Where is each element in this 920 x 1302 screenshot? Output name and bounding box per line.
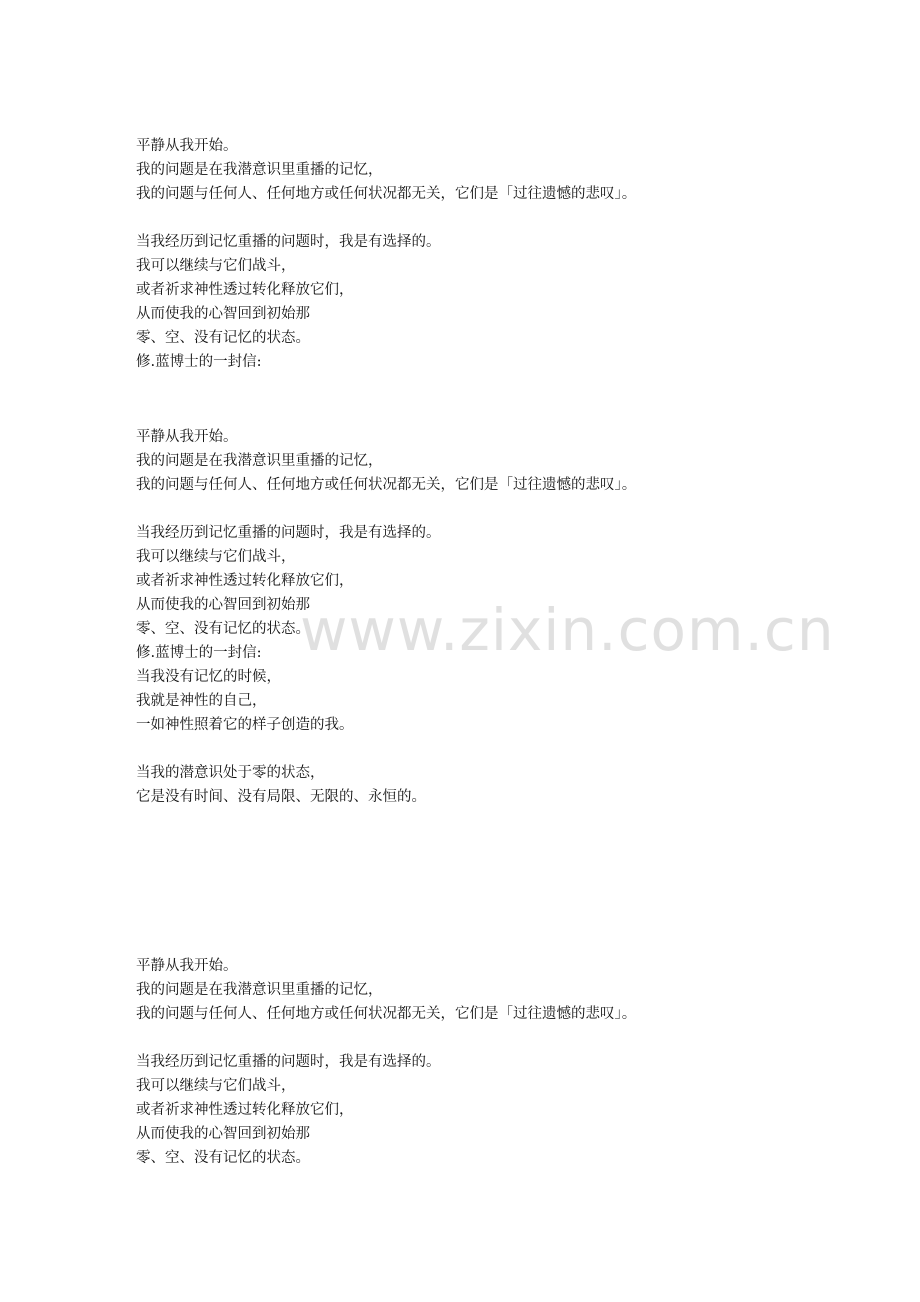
text-line: 当我没有记忆的时候， [136,669,281,685]
text-line: 我的问题与任何人、任何地方或任何状况都无关，它们是「过往遗憾的悲叹」。 [136,1006,637,1022]
blank-line [136,737,836,761]
text-line: 平静从我开始。 [136,429,238,445]
text-line: 我可以继续与它们战斗， [136,1078,296,1094]
text-line: 从而使我的心智回到初始那 [136,306,310,322]
text-line: 修.蓝博士的一封信: [136,645,262,661]
text-line: 零、空、没有记忆的状态。 [136,621,310,637]
text-line: 或者祈求神性透过转化释放它们， [136,1102,354,1118]
text-line: 零、空、没有记忆的状态。 [136,330,310,346]
text-line: 我的问题是在我潜意识里重播的记忆， [136,982,383,998]
text-line: 修.蓝博士的一封信: [136,354,262,370]
text-line: 从而使我的心智回到初始那 [136,597,310,613]
text-line: 从而使我的心智回到初始那 [136,1126,310,1142]
blank-line [136,206,836,230]
text-section-3 [136,954,836,1170]
text-line: 平静从我开始。 [136,958,238,974]
text-line: 当我经历到记忆重播的问题时，我是有选择的。 [136,1054,441,1070]
text-line: 它是没有时间、没有局限、无限的、永恒的。 [136,789,426,805]
text-line: 或者祈求神性透过转化释放它们， [136,573,354,589]
text-line: 我的问题与任何人、任何地方或任何状况都无关，它们是「过往遗憾的悲叹」。 [136,186,637,202]
text-line: 一如神性照着它的样子创造的我。 [136,717,354,733]
text-line: 零、空、没有记忆的状态。 [136,1150,310,1166]
text-section-1 [136,134,836,374]
watermark: www.zixin.com.cn [300,596,835,664]
blank-line [136,1026,836,1050]
text-line: 我可以继续与它们战斗， [136,258,296,274]
text-line: 我就是神性的自己， [136,693,267,709]
text-line: 我的问题是在我潜意识里重播的记忆， [136,453,383,469]
text-line: 当我的潜意识处于零的状态， [136,765,325,781]
text-line: 我的问题是在我潜意识里重播的记忆， [136,162,383,178]
text-section-2 [136,425,836,809]
blank-line [136,497,836,521]
text-line: 或者祈求神性透过转化释放它们， [136,282,354,298]
text-line: 当我经历到记忆重播的问题时，我是有选择的。 [136,525,441,541]
text-line: 当我经历到记忆重播的问题时，我是有选择的。 [136,234,441,250]
text-line: 我的问题与任何人、任何地方或任何状况都无关，它们是「过往遗憾的悲叹」。 [136,477,637,493]
text-line: 我可以继续与它们战斗， [136,549,296,565]
text-line: 平静从我开始。 [136,138,238,154]
